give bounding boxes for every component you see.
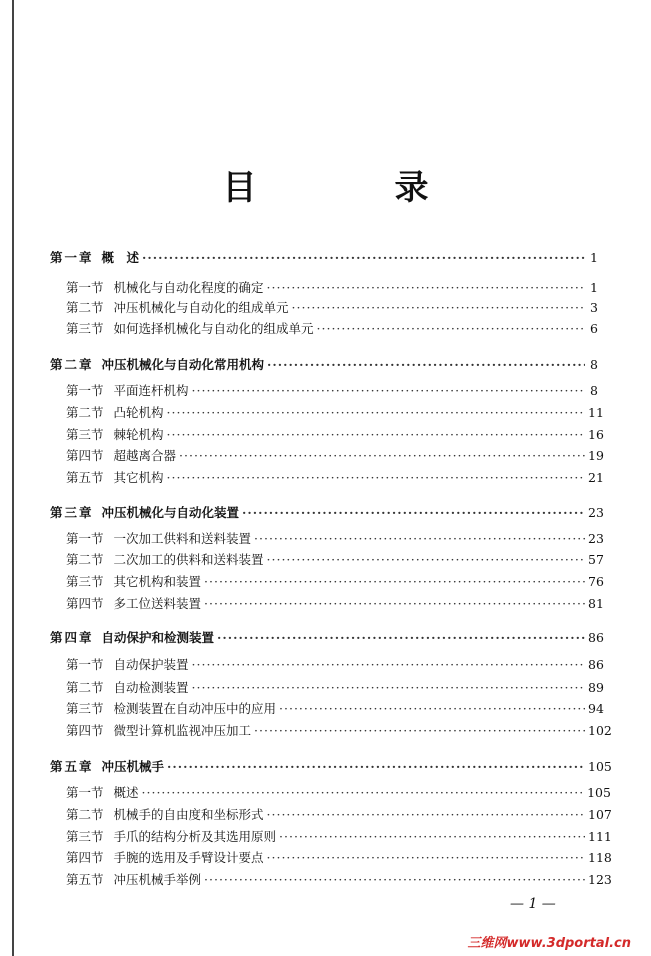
toc-dot-leader: [279, 701, 585, 717]
toc-page-number: 1: [590, 280, 598, 295]
toc-page-number: 81: [588, 596, 604, 611]
toc-page-number: 105: [587, 785, 611, 800]
toc-section-row[interactable]: [66, 531, 604, 547]
toc-page-number: 86: [588, 657, 604, 672]
toc-entry-title: 手腕的选用及手臂设计要点: [113, 850, 264, 865]
toc-chapter-row[interactable]: [50, 250, 598, 266]
toc-page-number: 94: [588, 701, 604, 716]
toc-dot-leader: [167, 470, 585, 486]
toc-page-number: 21: [588, 470, 604, 485]
toc-entry-number: 第四节: [66, 850, 104, 865]
toc-dot-leader: [142, 250, 585, 266]
toc-entry-title: 机械手的自由度和坐标形式: [113, 807, 264, 822]
page-edge-rule: [12, 0, 14, 956]
toc-dot-leader: [317, 321, 585, 337]
toc-entry-title: 如何选择机械化与自动化的组成单元: [113, 321, 314, 336]
toc-page-number: 3: [590, 300, 598, 315]
toc-section-row[interactable]: [66, 807, 612, 823]
toc-entry-title: 自动保护和检测装置: [101, 630, 215, 645]
toc-entry-number: 第一节: [66, 531, 104, 546]
toc-section-row[interactable]: [66, 280, 598, 296]
toc-entry-number: 第二节: [66, 552, 104, 567]
toc-entry-number: 第四章: [50, 630, 94, 645]
toc-page-number: 11: [588, 405, 604, 420]
toc-section-row[interactable]: [66, 785, 611, 801]
toc-entry-number: 第三节: [66, 701, 104, 716]
toc-dot-leader: [267, 357, 585, 373]
toc-entry-number: 第三节: [66, 321, 104, 336]
toc-dot-leader: [167, 405, 585, 421]
toc-section-row[interactable]: [66, 723, 612, 739]
toc-entry-title: 微型计算机监视冲压加工: [113, 723, 252, 738]
toc-dot-leader: [267, 807, 585, 823]
toc-section-row[interactable]: [66, 680, 604, 696]
toc-dot-leader: [279, 829, 585, 845]
toc-page-number: 89: [588, 680, 604, 695]
toc-entry-number: 第二节: [66, 405, 104, 420]
toc-entry-title: 机械化与自动化程度的确定: [113, 280, 264, 295]
toc-dot-leader: [254, 531, 585, 547]
toc-page-number: 102: [588, 723, 612, 738]
toc-entry-number: 第二章: [50, 357, 94, 372]
toc-entry-number: 第三章: [50, 505, 94, 520]
toc-dot-leader: [179, 448, 585, 464]
toc-dot-leader: [217, 630, 585, 646]
toc-entry-title: 手爪的结构分析及其选用原则: [113, 829, 277, 844]
toc-section-row[interactable]: [66, 383, 598, 399]
toc-entry-title: 平面连杆机构: [113, 383, 189, 398]
toc-entry-title: 概 述: [101, 250, 140, 265]
toc-section-row[interactable]: [66, 405, 604, 421]
toc-dot-leader: [267, 552, 585, 568]
toc-dot-leader: [192, 383, 585, 399]
toc-entry-title: 检测装置在自动冲压中的应用: [113, 701, 277, 716]
toc-entry-number: 第三节: [66, 427, 104, 442]
toc-section-row[interactable]: [66, 300, 598, 316]
toc-entry-number: 第一节: [66, 785, 104, 800]
footer-page-number: — 1 —: [510, 896, 556, 912]
page-title: 目 录: [222, 168, 481, 208]
toc-dot-leader: [267, 850, 585, 866]
toc-entry-number: 第三节: [66, 574, 104, 589]
toc-page-number: 111: [588, 829, 612, 844]
toc-entry-number: 第五节: [66, 470, 104, 485]
toc-entry-title: 二次加工的供料和送料装置: [113, 552, 264, 567]
toc-section-row[interactable]: [66, 701, 604, 717]
toc-entry-number: 第二节: [66, 680, 104, 695]
toc-entry-number: 第四节: [66, 596, 104, 611]
toc-section-row[interactable]: [66, 872, 612, 888]
toc-section-row[interactable]: [66, 596, 604, 612]
toc-section-row[interactable]: [66, 829, 612, 845]
toc-entry-number: 第四节: [66, 448, 104, 463]
toc-entry-title: 概述: [113, 785, 139, 800]
toc-dot-leader: [204, 574, 585, 590]
toc-entry-title: 其它机构: [113, 470, 164, 485]
toc-section-row[interactable]: [66, 470, 604, 486]
toc-entry-number: 第三节: [66, 829, 104, 844]
toc-section-row[interactable]: [66, 321, 598, 337]
toc-page-number: 23: [588, 531, 604, 546]
toc-page-number: 107: [588, 807, 612, 822]
toc-dot-leader: [242, 505, 585, 521]
toc-entry-number: 第五章: [50, 759, 94, 774]
toc-page-number: 123: [588, 872, 612, 887]
toc-chapter-row[interactable]: [50, 630, 604, 646]
toc-dot-leader: [254, 723, 585, 739]
toc-entry-number: 第四节: [66, 723, 104, 738]
toc-dot-leader: [167, 759, 585, 775]
toc-entry-number: 第二节: [66, 300, 104, 315]
toc-page-number: 6: [590, 321, 598, 336]
toc-entry-title: 超越离合器: [113, 448, 177, 463]
toc-dot-leader: [267, 280, 585, 296]
toc-section-row[interactable]: [66, 574, 604, 590]
toc-entry-title: 冲压机械化与自动化的组成单元: [113, 300, 289, 315]
toc-entry-title: 凸轮机构: [113, 405, 164, 420]
toc-page-number: 16: [588, 427, 604, 442]
toc-page-number: 19: [588, 448, 604, 463]
toc-page-number: 23: [588, 505, 604, 520]
toc-entry-title: 多工位送料装置: [113, 596, 202, 611]
toc-entry-title: 冲压机械化与自动化常用机构: [101, 357, 265, 372]
toc-entry-title: 自动检测装置: [113, 680, 189, 695]
watermark-text: 三维网www.3dportal.cn: [467, 936, 631, 951]
toc-entry-title: 冲压机械手举例: [113, 872, 202, 887]
toc-dot-leader: [192, 657, 585, 673]
toc-dot-leader: [167, 427, 585, 443]
toc-section-row[interactable]: [66, 850, 612, 866]
toc-page-number: 118: [588, 850, 612, 865]
toc-page-number: 8: [590, 383, 598, 398]
toc-section-row[interactable]: [66, 657, 604, 673]
toc-entry-number: 第一章: [50, 250, 94, 265]
toc-entry-title: 棘轮机构: [113, 427, 164, 442]
toc-entry-title: 冲压机械化与自动化装置: [101, 505, 240, 520]
toc-page-number: 86: [588, 630, 604, 645]
toc-entry-number: 第五节: [66, 872, 104, 887]
toc-dot-leader: [204, 872, 585, 888]
toc-chapter-row[interactable]: [50, 505, 604, 521]
toc-entry-number: 第一节: [66, 383, 104, 398]
toc-dot-leader: [204, 596, 585, 612]
toc-page-number: 76: [588, 574, 604, 589]
toc-entry-title: 其它机构和装置: [113, 574, 202, 589]
toc-section-row[interactable]: [66, 427, 604, 443]
toc-section-row[interactable]: [66, 448, 604, 464]
toc-dot-leader: [192, 680, 585, 696]
toc-chapter-row[interactable]: [50, 759, 612, 775]
toc-entry-title: 冲压机械手: [101, 759, 165, 774]
toc-page-number: 57: [588, 552, 604, 567]
toc-dot-leader: [292, 300, 585, 316]
toc-entry-number: 第一节: [66, 657, 104, 672]
toc-section-row[interactable]: [66, 552, 604, 568]
toc-entry-number: 第二节: [66, 807, 104, 822]
toc-page-number: 1: [590, 250, 598, 265]
toc-entry-number: 第一节: [66, 280, 104, 295]
toc-page-number: 8: [590, 357, 598, 372]
toc-entry-title: 一次加工供料和送料装置: [113, 531, 252, 546]
toc-entry-title: 自动保护装置: [113, 657, 189, 672]
toc-page-number: 105: [588, 759, 612, 774]
toc-dot-leader: [142, 785, 585, 801]
toc-chapter-row[interactable]: [50, 357, 598, 373]
